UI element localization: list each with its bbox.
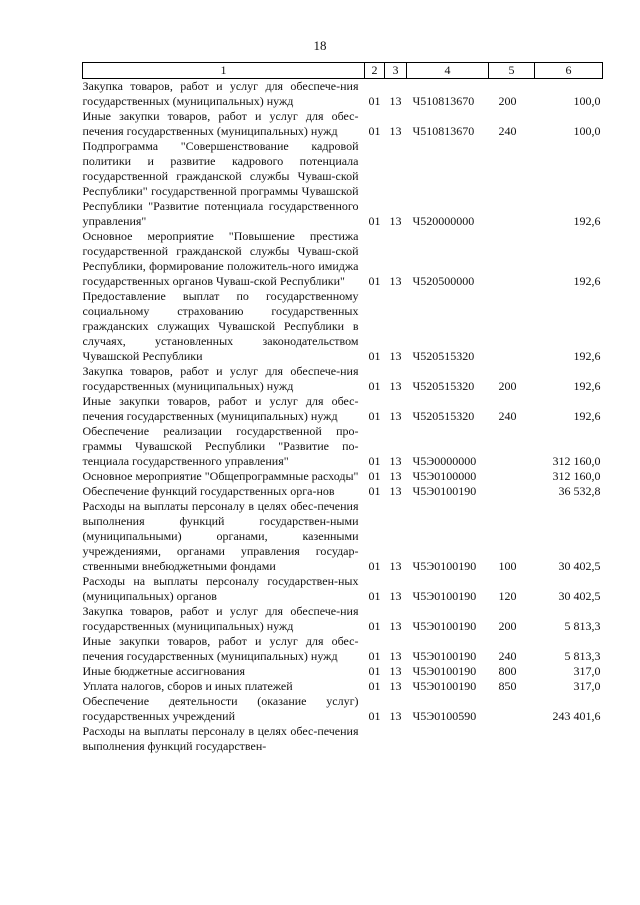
row-amount: 100,0 [573,124,601,138]
row-amount: 192,6 [573,409,601,423]
column-header-6: 6 [535,63,603,79]
row-subsection-code: 13 [389,664,402,678]
row-section-code: 01 [368,469,381,483]
row-subsection-code: 13 [389,349,402,363]
row-expense-type [489,289,535,364]
row-subsection-code: 13 [389,649,402,663]
table-body [83,79,603,755]
row-section-code: 01 [368,679,381,693]
page-number: 18 [313,38,327,53]
row-description: Закупка товаров, работ и услуг для обеспече-ния государственных (муниципальных) нужд [82,604,359,633]
row-section-code: 01 [368,649,381,663]
row-section-code: 01 [368,349,381,363]
row-section-code: 01 [368,589,381,603]
row-section-code: 01 [368,709,381,723]
row-expense-type [489,484,535,499]
row-target-article: Ч5Э0100190 [412,559,477,573]
row-section-code: 01 [368,484,381,498]
row-amount: 5 813,3 [564,619,601,633]
row-description: Основное мероприятие "Общепрограммные расходы" [82,469,359,483]
row-target-article: Ч520000000 [412,214,475,228]
row-subsection-code: 13 [389,679,402,693]
table-row [83,694,603,724]
row-expense-type: 200 [498,379,517,393]
row-subsection-code: 13 [389,469,402,483]
row-description: Закупка товаров, работ и услуг для обеспече-ния государственных (муниципальных) нужд [82,79,359,108]
row-expense-type [489,139,535,229]
row-target-article: Ч5Э0100190 [412,589,477,603]
row-expense-type: 240 [498,124,517,138]
row-expense-type [489,469,535,484]
row-expense-type [489,424,535,469]
budget-table [82,62,603,754]
row-section-code: 01 [368,124,381,138]
row-subsection-code: 13 [389,709,402,723]
row-target-article: Ч5Э0100590 [412,709,477,723]
row-amount: 36 532,8 [558,484,601,498]
row-expense-type: 200 [498,619,517,633]
row-expense-type [489,694,535,724]
row-expense-type: 120 [498,589,517,603]
row-target-article: Ч5Э0000000 [412,454,477,468]
column-number-row [83,63,603,79]
row-expense-type: 800 [498,664,517,678]
table-header [83,63,603,79]
row-description: Основное мероприятие "Повышение престижа государственной гражданской службы Чуваш-ской Республики, формирование положитель-ного имиджа государственных органов Чуваш-ской Республики" [82,229,359,288]
row-target-article: Ч520515320 [412,409,475,423]
row-description: Закупка товаров, работ и услуг для обеспече-ния государственных (муниципальных) нужд [82,364,359,393]
column-header-1: 1 [83,63,365,79]
row-description: Обеспечение функций государственных орга-нов [82,484,335,498]
row-description: Расходы на выплаты персоналу в целях обес-печения выполнения функций государствен-ными (муниципальными) органами, казенными учреждениями, органами управления государ-ственными внебюджетными фондами [82,499,359,573]
row-amount: 317,0 [573,679,601,693]
row-target-article: Ч510813670 [412,124,475,138]
row-amount: 100,0 [573,94,601,108]
table-row [83,499,603,574]
row-section-code: 01 [368,214,381,228]
row-section-code: 01 [368,379,381,393]
row-subsection-code: 13 [389,274,402,288]
row-description: Иные бюджетные ассигнования [82,664,245,678]
row-amount: 30 402,5 [558,589,601,603]
row-subsection-code: 13 [389,124,402,138]
row-expense-type: 200 [498,94,517,108]
column-header-5: 5 [489,63,535,79]
row-target-article: Ч5Э0100190 [412,664,477,678]
row-amount: 192,6 [573,379,601,393]
row-expense-type: 850 [498,679,517,693]
row-amount: 312 160,0 [552,454,601,468]
column-header-3: 3 [385,63,407,79]
row-expense-type [489,724,535,754]
row-description: Иные закупки товаров, работ и услуг для обес-печения государственных (муниципальных) нужд [82,634,359,663]
row-subsection-code: 13 [389,454,402,468]
column-header-2: 2 [365,63,385,79]
row-target-article: Ч510813670 [412,94,475,108]
row-amount: 30 402,5 [558,559,601,573]
row-description: Обеспечение деятельности (оказание услуг) государственных учреждений [82,694,359,723]
row-section-code: 01 [368,94,381,108]
row-subsection-code: 13 [389,619,402,633]
table-row [83,664,603,679]
row-section-code [365,724,385,754]
table-row [83,679,603,694]
row-expense-type: 240 [498,409,517,423]
row-target-article: Ч5Э0100190 [412,484,477,498]
table-row [83,139,603,229]
row-subsection-code: 13 [389,589,402,603]
table-row [83,574,603,604]
row-target-article: Ч5Э0100190 [412,679,477,693]
table-row [83,79,603,110]
row-amount [535,724,603,754]
row-section-code: 01 [368,274,381,288]
table-row [83,604,603,634]
row-subsection-code: 13 [389,484,402,498]
row-amount: 192,6 [573,214,601,228]
table-row [83,364,603,394]
row-subsection-code: 13 [389,214,402,228]
row-expense-type: 100 [498,559,517,573]
row-description: Подпрограмма "Совершенствование кадровой политики и развитие кадрового потенциала государственной гражданской службы Чуваш-ской Республики" государственной программы Чувашской Республики "Развитие потенциала государственного управления" [82,139,359,228]
table-row [83,109,603,139]
row-amount: 312 160,0 [552,469,601,483]
row-target-article: Ч5Э0100190 [412,649,477,663]
row-description: Обеспечение реализации государственной про-граммы Чувашской Республики "Развитие по-тенциала государственного управления" [82,424,359,468]
row-target-article: Ч520515320 [412,379,475,393]
row-description: Расходы на выплаты персоналу в целях обес-печения выполнения функций государствен- [82,724,359,753]
table-row [83,469,603,484]
column-header-4: 4 [407,63,489,79]
table-row [83,724,603,754]
table-row [83,424,603,469]
row-target-article: Ч520500000 [412,274,475,288]
table-row [83,289,603,364]
row-target-article: Ч520515320 [412,349,475,363]
row-amount: 192,6 [573,349,601,363]
row-amount: 5 813,3 [564,649,601,663]
row-subsection-code: 13 [389,559,402,573]
table-row [83,394,603,424]
row-section-code: 01 [368,619,381,633]
row-description: Расходы на выплаты персоналу государствен-ных (муниципальных) органов [82,574,359,603]
row-target-article: Ч5Э0100190 [412,619,477,633]
row-expense-type: 240 [498,649,517,663]
row-target-article: Ч5Э0100000 [412,469,477,483]
row-subsection-code [385,724,407,754]
row-description: Иные закупки товаров, работ и услуг для обес-печения государственных (муниципальных) нужд [82,109,359,138]
row-section-code: 01 [368,664,381,678]
row-description: Предоставление выплат по государственному социальному страхованию государственных гражданских служащих Чувашской Республики в случаях, установленных законодательством Чувашской Республики [82,289,359,363]
table-row [83,229,603,289]
row-description: Иные закупки товаров, работ и услуг для обес-печения государственных (муниципальных) нужд [82,394,359,423]
row-section-code: 01 [368,454,381,468]
row-expense-type [489,229,535,289]
table-row [83,634,603,664]
row-amount: 192,6 [573,274,601,288]
row-section-code: 01 [368,409,381,423]
row-subsection-code: 13 [389,94,402,108]
row-description: Уплата налогов, сборов и иных платежей [82,679,293,693]
row-amount: 317,0 [573,664,601,678]
row-subsection-code: 13 [389,379,402,393]
row-target-article [407,724,489,754]
table-row [83,484,603,499]
row-amount: 243 401,6 [552,709,601,723]
row-subsection-code: 13 [389,409,402,423]
row-section-code: 01 [368,559,381,573]
